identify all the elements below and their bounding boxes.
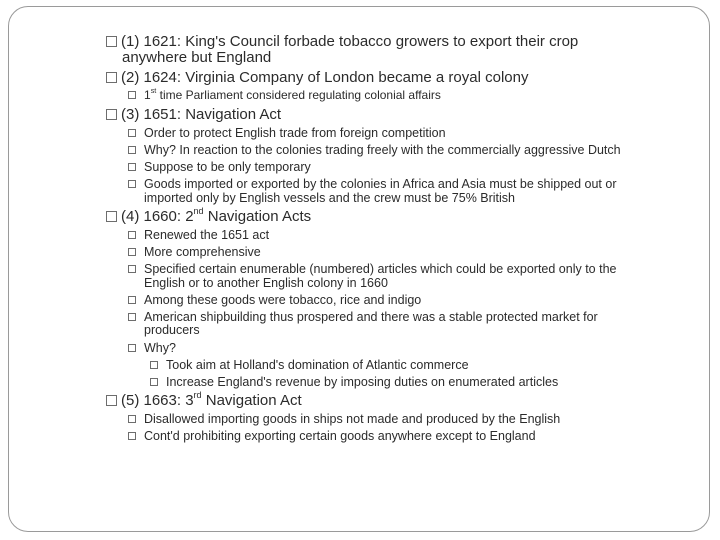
sub-sub-bullet [150,375,558,390]
sub-bullet [128,341,176,356]
bullet-text: Why? In reaction to the colonies trading freely with the commercially aggressive Dutch [144,143,621,157]
checkbox-bullet-icon [106,72,117,83]
sub-bullet [128,262,617,277]
sub-bullet [128,160,311,175]
bullet-text: 1st time Parliament considered regulating colonial affairs [144,85,441,102]
bullet-text: Disallowed importing goods in ships not made and produced by the English [144,412,561,426]
sub-bullet-parliament [128,85,441,103]
checkbox-bullet-icon [128,91,136,99]
bullet-text-cont: imported only by English vessels and the crew must be 75% British [144,191,516,205]
bullet-continuation [144,191,515,206]
sub-bullet [128,412,560,427]
bullet-text: Renewed the 1651 act [144,228,270,242]
sub-bullet [128,143,621,158]
bullet-item-1624 [106,69,528,86]
sub-bullet [128,245,261,260]
bullet-text: (5) 1663: 3rd Navigation Act [121,389,302,409]
checkbox-bullet-icon [128,163,136,171]
sub-bullet [128,126,446,141]
sub-bullet [128,293,421,308]
bullet-text: Cont'd prohibiting exporting certain goods anywhere except to England [144,429,536,443]
sub-bullet [128,429,536,444]
bullet-text: Took aim at Holland's domination of Atlantic commerce [166,358,469,372]
checkbox-bullet-icon [128,313,136,321]
bullet-text-cont: English or to another English colony in 1660 [144,276,388,290]
bullet-text: Specified certain enumerable (numbered) articles which could be exported only to the [144,262,617,276]
bullet-item-1663 [106,389,302,409]
bullet-item-1651 [106,106,281,123]
checkbox-bullet-icon [128,231,136,239]
bullet-text: More comprehensive [144,245,261,259]
bullet-item-1660 [106,205,312,225]
sub-sub-bullet [150,358,469,373]
bullet-text-cont: producers [144,323,200,337]
checkbox-bullet-icon [106,211,117,222]
bullet-text: Goods imported or exported by the colonies in Africa and Asia must be shipped out or [144,177,617,191]
checkbox-bullet-icon [106,109,117,120]
checkbox-bullet-icon [128,432,136,440]
bullet-continuation [144,323,200,338]
sub-bullet [128,177,617,192]
bullet-text: Order to protect English trade from foreign competition [144,126,446,140]
bullet-text: Among these goods were tobacco, rice and indigo [144,293,422,307]
checkbox-bullet-icon [128,129,136,137]
checkbox-bullet-icon [128,248,136,256]
checkbox-bullet-icon [128,146,136,154]
checkbox-bullet-icon [128,180,136,188]
checkbox-bullet-icon [150,378,158,386]
sub-bullet [128,228,269,243]
checkbox-bullet-icon [106,395,117,406]
bullet-text: Why? [144,341,176,355]
checkbox-bullet-icon [128,265,136,273]
bullet-item-1621 [106,33,578,50]
bullet-text: American shipbuilding thus prospered and there was a stable protected market for [144,310,598,324]
checkbox-bullet-icon [128,415,136,423]
bullet-continuation [122,49,271,66]
bullet-text: (2) 1624: Virginia Company of London became a royal colony [121,69,529,86]
checkbox-bullet-icon [106,36,117,47]
checkbox-bullet-icon [128,296,136,304]
bullet-text: (3) 1651: Navigation Act [121,106,282,123]
bullet-text: Suppose to be only temporary [144,160,311,174]
checkbox-bullet-icon [128,344,136,352]
bullet-text: (1) 1621: King's Council forbade tobacco growers to export their crop [121,33,579,50]
bullet-text-cont: anywhere but England [122,49,272,66]
bullet-text: (4) 1660: 2nd Navigation Acts [121,205,312,225]
bullet-text: Increase England's revenue by imposing duties on enumerated articles [166,375,559,389]
bullet-continuation [144,276,388,291]
checkbox-bullet-icon [150,361,158,369]
